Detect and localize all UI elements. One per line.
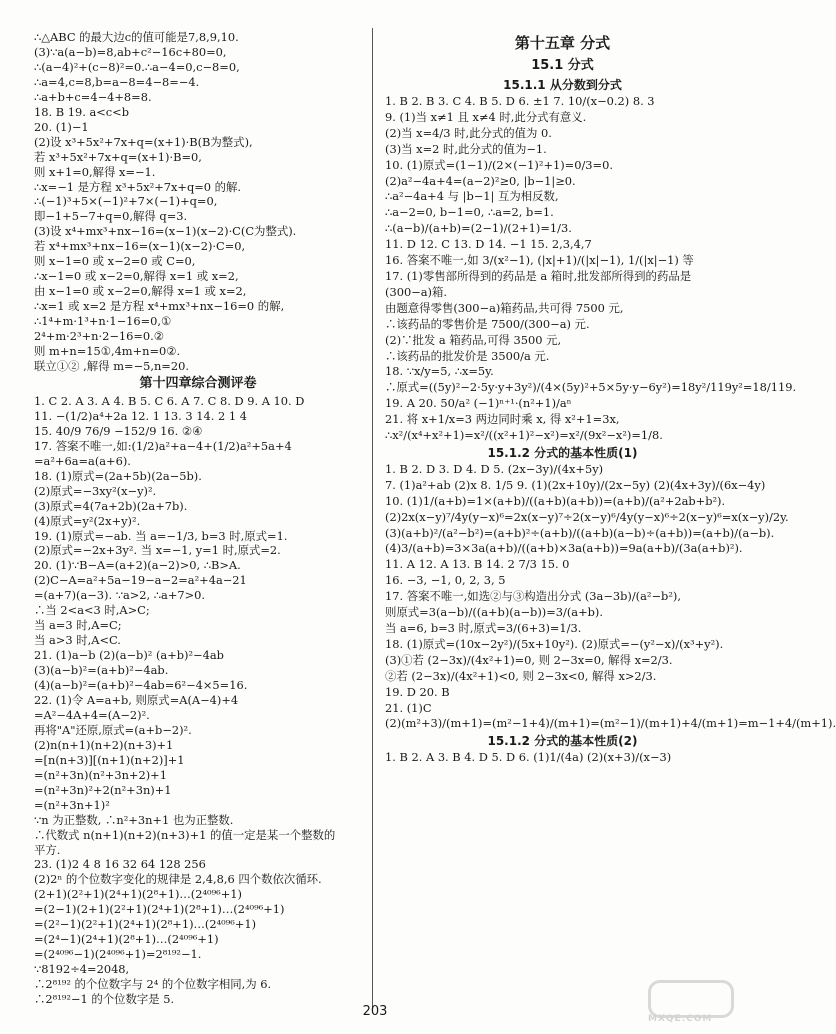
answer-line: ∴原式=((5y)²−2·5y·y+3y²)/(4×(5y)²+5×5y·y−6y²)=18y²/119y²=18/119. [385, 380, 797, 395]
answer-line: 16. 答案不唯一,如 3/(x²−1), (|x|+1)/(|x|−1), 1/(|x|−1) 等 [385, 253, 694, 268]
answer-line: 则 m+n=15①,4m+n=0②. [34, 344, 181, 359]
answer-line: ∴△ABC 的最大边c的值可能是7,8,9,10. [34, 30, 239, 44]
answer-line: 则原式=3(a−b)/((a+b)(a−b))=3/(a+b). [385, 605, 603, 620]
answer-line: 再将"A"还原,原式=(a+b−2)². [34, 722, 192, 737]
answer-line: ∴(a−4)²+(c−8)²=0.∴a−4=0,c−8=0, [34, 59, 240, 74]
answer-line: (4)3/(a+b)=3×3a(a+b)/((a+b)×3a(a+b))=9a(a+b)/(3a(a+b)²). [385, 541, 743, 556]
answer-line: ∴(−1)³+5×(−1)²+7×(−1)+q=0, [34, 194, 218, 209]
answer-line: 19. (1)原式=−ab. 当 a=−1/3, b=3 时,原式=1. [34, 528, 288, 543]
answer-line: (3)(a+b)²/(a²−b²)=(a+b)²÷(a+b)/((a+b)(a−b)÷(a+b))=(a+b)/(a−b). [385, 525, 775, 540]
subsection-heading: 15.1.2 分式的基本性质(1) [487, 445, 638, 460]
answer-line: =(2²−1)(2²+1)(2⁴+1)(2⁸+1)…(2⁴⁰⁹⁶+1) [34, 917, 257, 932]
answer-line: ∴x=−1 是方程 x³+5x²+7x+q=0 的解. [34, 179, 242, 194]
answer-line: 20. (1)−1 [34, 119, 89, 134]
answer-line: ∴2⁸¹⁹²−1 的个位数字是 5. [34, 992, 175, 1007]
answer-line: 7. (1)a²+ab (2)x 8. 1/5 9. (1)(2x+10y)/(2x−5y) (2)(4x+3y)/(6x−4y) [385, 477, 766, 492]
answer-line: 10. (1)原式=(1−1)/(2×(−1)²+1)=0/3=0. [385, 157, 613, 172]
answer-line: ∵n 为正整数, ∴n²+3n+1 也为正整数. [34, 812, 234, 827]
answer-line: ∴a+b+c=4−4+8=8. [34, 89, 152, 104]
answer-line: 17. 答案不唯一,如选②与③构造出分式 (3a−3b)/(a²−b²), [385, 589, 681, 604]
answer-line: 若 x⁴+mx³+nx−16=(x−1)(x−2)·C=0, [34, 239, 246, 254]
answer-line: ∴代数式 n(n+1)(n+2)(n+3)+1 的值一定是某一个整数的 [34, 827, 336, 842]
section-heading: 第十四章综合测评卷 [139, 375, 257, 391]
watermark-logo [640, 978, 740, 1028]
answer-line: 23. (1)2 4 8 16 32 64 128 256 [34, 857, 206, 872]
answer-line: 则 x−1=0 或 x−2=0 或 C=0, [34, 254, 196, 269]
answer-line: ∴(a−b)/(a+b)=(2−1)/(2+1)=1/3. [385, 221, 572, 236]
answer-line: 2⁴+m·2³+n·2−16=0.② [34, 329, 165, 344]
answer-line: (3)①若 (2−3x)/(4x²+1)=0, 则 2−3x=0, 解得 x=2/3. [385, 652, 673, 667]
answer-line: 当 a>3 时,A<C. [34, 633, 121, 648]
answer-line: ∴a=4,c=8,b=a−8=4−8=−4. [34, 74, 200, 89]
answer-line: 19. D 20. B [385, 684, 450, 699]
answer-line: 17. 答案不唯一,如:(1/2)a²+a−4+(1/2)a²+5a+4 [34, 438, 292, 453]
answer-line: (2)(m²+3)/(m+1)=(m²−1+4)/(m+1)=(m²−1)/(m+1)+4/(m+1)=m−1+4/(m+1). [385, 716, 836, 731]
answer-line: ∴当 2<a<3 时,A>C; [34, 603, 150, 618]
answer-line: ∴1⁴+m·1³+n·1−16=0,① [34, 314, 172, 329]
answer-line: (3)∵a(a−b)=8,ab+c²−16c+80=0, [34, 44, 227, 59]
answer-line: ∴a−2=0, b−1=0, ∴a=2, b=1. [385, 205, 554, 220]
answer-line: (2)设 x³+5x²+7x+q=(x+1)·B(B为整式), [34, 134, 253, 149]
answer-line: 11. D 12. C 13. D 14. −1 15. 2,3,4,7 [385, 237, 592, 252]
answer-line: =(2⁴−1)(2⁴+1)(2⁸+1)…(2⁴⁰⁹⁶+1) [34, 932, 219, 947]
answer-line: 15. 40/9 76/9 −152/9 16. ②④ [34, 423, 203, 438]
page-number: 203 [362, 1004, 388, 1019]
answer-line: 1. B 2. B 3. C 4. B 5. D 6. ±1 7. 10/(x−0.2) 8. 3 [385, 94, 655, 108]
answer-line: 21. 将 x+1/x=3 两边同时乘 x, 得 x²+1=3x, [385, 412, 620, 427]
answer-line: (4)(a−b)²=(a+b)²−4ab=6²−4×5=16. [34, 678, 248, 693]
subsection-heading: 15.1.2 分式的基本性质(2) [487, 734, 638, 749]
answer-line: =(n²+3n)²+2(n²+3n)+1 [34, 782, 172, 797]
answer-line: =(n²+3n)(n²+3n+2)+1 [34, 767, 167, 782]
answer-line: 1. B 2. D 3. D 4. D 5. (2x−3y)/(4x+5y) [385, 461, 604, 476]
answer-line: 10. (1)1/(a+b)=1×(a+b)/((a+b)(a+b))=(a+b)/(a²+2ab+b²). [385, 493, 726, 508]
answer-line: (2)原式=−3xy²(x−y)². [34, 483, 157, 498]
answer-line: (2+1)(2²+1)(2⁴+1)(2⁸+1)…(2⁴⁰⁹⁶+1) [34, 887, 242, 902]
answer-line: ∴x=1 或 x=2 是方程 x⁴+mx³+nx−16=0 的解, [34, 299, 285, 314]
subsection-heading: 15.1.1 从分数到分式 [503, 78, 622, 92]
answer-line: 21. (1)a−b (2)(a−b)² (a+b)²−4ab [34, 648, 224, 663]
answer-line: (3)原式=4(7a+2b)(2a+7b). [34, 498, 188, 513]
answer-line: (2)原式=−2x+3y². 当 x=−1, y=1 时,原式=2. [34, 543, 281, 558]
answer-line: 即−1+5−7+q=0,解得 q=3. [34, 209, 188, 224]
answer-line: ∴2⁸¹⁹² 的个位数字与 2⁴ 的个位数字相同,为 6. [34, 977, 272, 992]
answer-line: (3)当 x=2 时,此分式的值为−1. [385, 141, 547, 156]
answer-line: ∴a²−4a+4 与 |b−1| 互为相反数, [385, 189, 559, 204]
left-answer-column [34, 30, 362, 1007]
answer-line: 21. (1)C [385, 700, 432, 715]
answer-line: 由 x−1=0 或 x−2=0,解得 x=1 或 x=2, [34, 284, 247, 299]
answer-line: (4)原式=y²(2x+y)². [34, 513, 141, 528]
answer-line: (2)当 x=4/3 时,此分式的值为 0. [385, 125, 552, 140]
answer-line: (2)∵批发 a 箱药品,可得 3500 元, [385, 332, 562, 347]
answer-line: ∵8192÷4=2048, [34, 962, 130, 977]
answer-line: 则 x+1=0,解得 x=−1. [34, 164, 156, 179]
answer-line: 18. ∵x/y=5, ∴x=5y. [385, 364, 494, 379]
answer-line: 18. B 19. a<c<b [34, 104, 130, 119]
answer-line: (2)2x(x−y)⁷/4y(y−x)⁶=2x(x−y)⁷÷2(x−y)⁶/4y(y−x)⁶÷2(x−y)⁶=x(x−y)/2y. [385, 509, 789, 524]
answer-line: ②若 (2−3x)/(4x²+1)<0, 则 2−3x<0, 解得 x>2/3. [385, 668, 657, 683]
column-divider [372, 28, 373, 1013]
answer-line: ∴该药品的零售价是 7500/(300−a) 元. [385, 316, 590, 331]
answer-line: (3)设 x⁴+mx³+nx−16=(x−1)(x−2)·C(C为整式). [34, 224, 297, 239]
answer-line: =A²−4A+4=(A−2)². [34, 707, 150, 722]
answer-line: (2)a²−4a+4=(a−2)²≥0, |b−1|≥0. [385, 173, 576, 188]
answer-line: =a²+6a=a(a+6). [34, 453, 131, 468]
answer-line: 当 a=3 时,A=C; [34, 618, 122, 633]
answer-line: 联立①② ,解得 m=−5,n=20. [34, 358, 189, 373]
answer-line: (2)2ⁿ 的个位数字变化的规律是 2,4,8,6 四个数依次循环. [34, 872, 322, 887]
answer-line: 20. (1)∵B−A=(a+2)(a−2)>0, ∴B>A. [34, 558, 241, 573]
right-answer-column [385, 30, 836, 766]
answer-line: 若 x³+5x²+7x+q=(x+1)·B=0, [34, 149, 202, 164]
answer-line: =(n²+3n+1)² [34, 797, 110, 812]
chapter-heading: 第十五章 分式 [514, 34, 611, 52]
answer-line: 当 a=6, b=3 时,原式=3/(6+3)=1/3. [385, 621, 582, 635]
answer-line: 17. (1)零售部所得到的药品是 a 箱时,批发部所得到的药品是 [385, 268, 692, 283]
answer-line: =(a+7)(a−3). ∵a>2, ∴a+7>0. [34, 588, 206, 603]
answer-line: 16. −3, −1, 0, 2, 3, 5 [385, 573, 506, 588]
answer-line: 11. −(1/2)a⁴+2a 12. 1 13. 3 14. 2 1 4 [34, 408, 247, 423]
answer-line: ∴x−1=0 或 x−2=0,解得 x=1 或 x=2, [34, 269, 239, 284]
answer-line: 19. A 20. 50/a² (−1)ⁿ⁺¹·(n²+1)/aⁿ [385, 396, 572, 411]
answer-line: =[n(n+3)][(n+1)(n+2)]+1 [34, 752, 185, 767]
answer-line: 平方. [34, 842, 61, 857]
watermark-icon [648, 980, 734, 1018]
answer-line: 1. B 2. A 3. B 4. D 5. D 6. (1)1/(4a) (2)(x+3)/(x−3) [385, 750, 672, 765]
answer-line: ∴该药品的批发价是 3500/a 元. [385, 348, 550, 363]
answer-line: 18. (1)原式=(10x−2y²)/(5x+10y²). (2)原式=−(y²−x)/(x³+y²). [385, 636, 724, 651]
answer-line: (300−a)箱. [385, 284, 447, 299]
answer-line: =(2−1)(2+1)(2²+1)(2⁴+1)(2⁸+1)…(2⁴⁰⁹⁶+1) [34, 902, 285, 917]
answer-line: 由题意得零售(300−a)箱药品,共可得 7500 元, [385, 300, 624, 315]
answer-line: (2)n(n+1)(n+2)(n+3)+1 [34, 737, 174, 752]
answer-line: 22. (1)令 A=a+b, 则原式=A(A−4)+4 [34, 692, 239, 707]
answer-line: (2)C−A=a²+5a−19−a−2=a²+4a−21 [34, 573, 247, 588]
answer-line: ∴x²/(x⁴+x²+1)=x²/((x²+1)²−x²)=x²/(9x²−x²)=1/8. [385, 428, 663, 443]
answer-line: 1. C 2. A 3. A 4. B 5. C 6. A 7. C 8. D 9. A 10. D [34, 393, 305, 408]
answer-line: =(2⁴⁰⁹⁶−1)(2⁴⁰⁹⁶+1)=2⁸¹⁹²−1. [34, 947, 202, 962]
answer-line: 9. (1)当 x≠1 且 x≠4 时,此分式有意义. [385, 109, 587, 124]
watermark-label: MXQE.COM [648, 1014, 713, 1024]
answer-line: 18. (1)原式=(2a+5b)(2a−5b). [34, 468, 202, 483]
section-heading: 15.1 分式 [531, 58, 594, 73]
answer-line: 11. A 12. A 13. B 14. 2 7/3 15. 0 [385, 557, 570, 572]
answer-line: (3)(a−b)²=(a+b)²−4ab. [34, 663, 169, 678]
